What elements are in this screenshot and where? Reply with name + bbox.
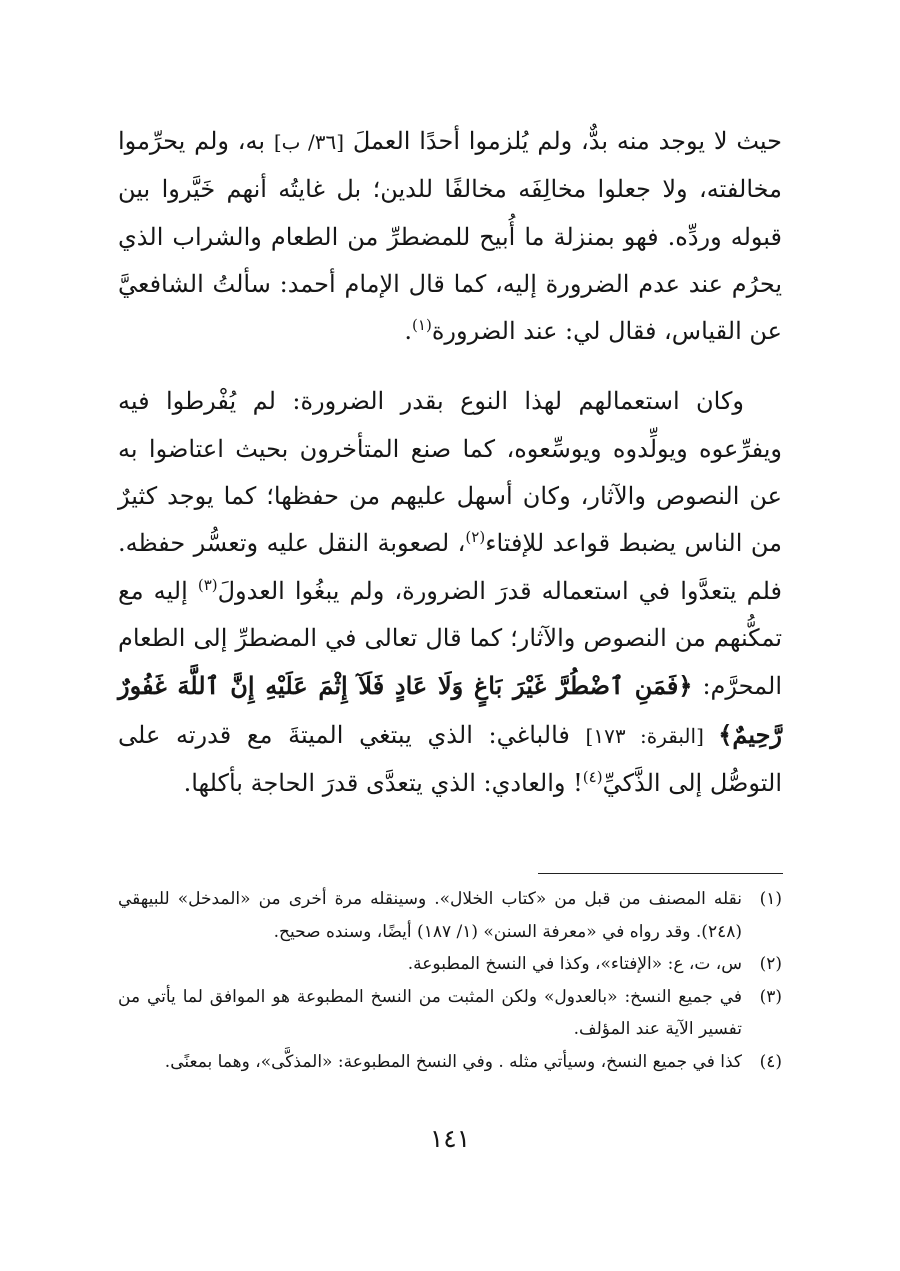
footnote-item bbox=[118, 1046, 782, 1079]
manuscript-folio-reference: [٣٦/ ب] bbox=[273, 130, 345, 154]
footnote-number: (٣) bbox=[759, 986, 782, 1007]
paragraph-2-text-a: وكان استعمالهم لهذا النوع بقدر الضرورة: لم يُفْرطوا فيه ويفرِّعوه ويولِّدوه ويوسِّعوه، كما صنع المتأخرون بحيث اعتاضوا به عن النصوص والآثار، وكان أسهل عليهم من حفظها؛ كما يوجد كثيرٌ من الناس يضبط قواعد للإفتاء bbox=[118, 387, 783, 558]
footnote-text: كذا في جميع النسخ، وسيأتي مثله . وفي النسخ المطبوعة: «المذكَّى»، وهما بمعنًى. bbox=[164, 1051, 742, 1072]
footnote-text: نقله المصنف من قبل من «كتاب الخلال». وسينقله مرة أخرى من «المدخل» للبيهقي (٢٤٨). وقد رواه في «معرفة السنن» (١/ ١٨٧) أيضًا، وسنده صحيح. bbox=[118, 889, 742, 942]
paragraph-1-text-c: . bbox=[404, 317, 413, 346]
footnote-item bbox=[118, 981, 782, 1046]
page-number: ١٤١ bbox=[429, 1124, 471, 1153]
paragraph-2-text-e: ! والعادي: الذي يتعدَّى قدرَ الحاجة بأكلها. bbox=[183, 768, 583, 797]
paragraph-1-text-a: حيث لا يوجد منه بدٌّ، ولم يُلزموا أحدًا العملَ bbox=[344, 127, 782, 155]
footnote-marker-4[interactable]: (٤) bbox=[582, 767, 603, 786]
paragraph-2 bbox=[118, 378, 782, 807]
footnote-number: (١) bbox=[759, 889, 782, 909]
paragraph-2-text-d: فالباغي: الذي يبتغي الميتةَ مع قدرته على التوصُّل إلى الذَّكيِّ bbox=[118, 720, 782, 797]
quran-verse: ﴿فَمَنِ ٱضْطُرَّ غَيْرَ بَاغٍ وَلَا عَادٍ فَلَآ إِثْمَ عَلَيْهِ إِنَّ ٱللَّهَ غَفُورٌ رَّحِيمٌ﴾ bbox=[118, 671, 782, 749]
footnote-marker-3[interactable]: (٣) bbox=[197, 575, 218, 594]
footnote-divider bbox=[538, 873, 783, 874]
footnote-number: (٢) bbox=[759, 954, 782, 975]
footnote-text: س، ت، ع: «الإفتاء»، وكذا في النسخ المطبوعة. bbox=[407, 954, 742, 975]
paragraph-1-text-b: به، ولم يحرِّموا مخالفته، ولا جعلوا مخالِفَه مخالفًا للدين؛ بل غايتُه أنهم خَيَّروا بين قبوله وردِّه. فهو بمنزلة ما أُبيح للمضطرِّ من الطعام والشراب الذي يحرُم عند عدم الضرورة إليه، كما قال الإمام أحمد: سألتُ الشافعيَّ عن القياس، فقال لي: عند الضرورة bbox=[118, 127, 782, 346]
paragraph-1 bbox=[118, 118, 782, 355]
footnote-number: (٤) bbox=[759, 1051, 782, 1072]
main-text-block bbox=[118, 118, 782, 807]
footnote-item bbox=[118, 883, 782, 948]
paragraph-2-text-c: إليه مع تمكُّنهم من النصوص والآثار؛ كما قال تعالى في المضطرِّ إلى الطعام المحرَّم: bbox=[118, 576, 782, 701]
footnote-marker-2[interactable]: (٢) bbox=[465, 528, 486, 547]
footnote-item bbox=[118, 948, 782, 981]
quran-verse-reference: [البقرة: ١٧٣] bbox=[585, 723, 719, 748]
footnotes-section bbox=[118, 883, 782, 1079]
footnote-marker-1[interactable]: (١) bbox=[412, 316, 432, 335]
paragraph-2-text-b: ، لصعوبة النقل عليه وتعسُّر حفظه. فلم يتعدَّوا في استعماله قدرَ الضرورة، ولم يبغُوا العدولَ bbox=[118, 529, 782, 605]
footnote-text: في جميع النسخ: «بالعدول» ولكن المثبت من النسخ المطبوعة هو الموافق لما يأتي من تفسير الآية عند المؤلف. bbox=[118, 986, 742, 1040]
